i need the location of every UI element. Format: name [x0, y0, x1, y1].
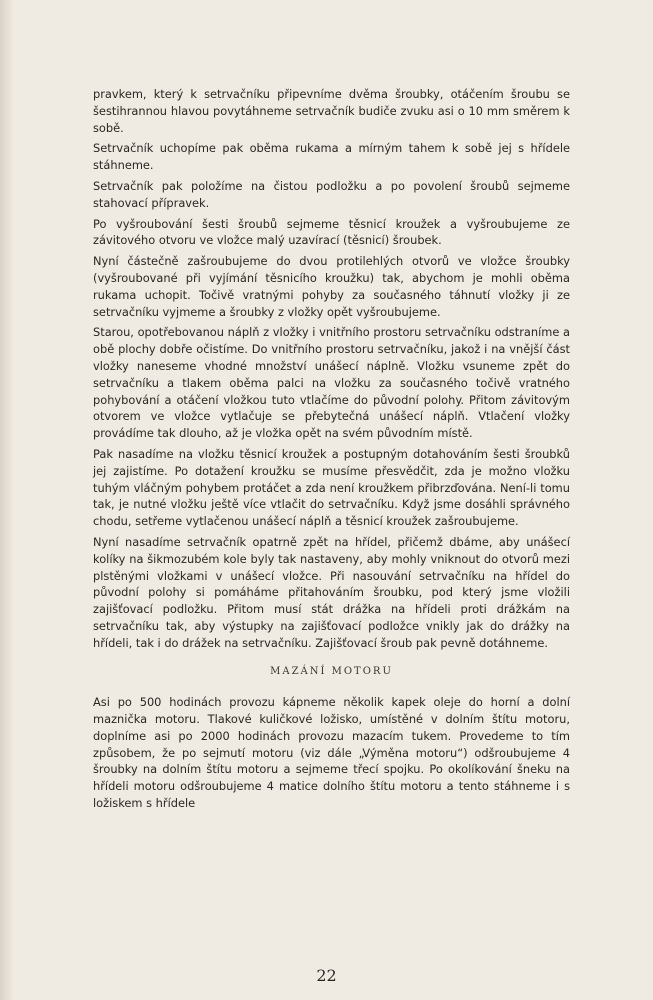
paragraph: Setrvačník pak položíme na čistou podložku a po povolení šroubů sejmeme stahovací přípravek.: [93, 178, 570, 210]
paragraph: Pak nasadíme na vložku těsnicí kroužek a postupným dotahováním šesti šroubků jej zajistíme. Po dotažení kroužku se musíme přesvědčit, zda je možno vložku tuhým vláčným pohybem protáčet a zda není kroužkem přibrzďována. Není-li tomu tak, je nutné vložku ještě více vtlačit do setrvačníku. Když jsme dosáhli správného chodu, setřeme vytlačenou unášecí náplň a těsnicí kroužek zašroubujeme.: [93, 446, 570, 529]
page-number: 22: [316, 966, 337, 985]
section-heading: MAZÁNÍ MOTORU: [270, 665, 393, 677]
paragraph: Asi po 500 hodinách provozu kápneme několik kapek oleje do horní a dolní maznička motoru. Tlakové kuličkové ložisko, umístěné v dolním štítu motoru, doplníme asi po 2000 hodinách provozu mazacím tukem. Provedeme to tím způsobem, že po sejmutí motoru (viz dále „Výměna motoru“) odšroubujeme 4 šroubky na dolním štítu motoru a sejmeme třecí spojku. Po okolíkování šneku na hřídeli motoru odšroubujeme 4 matice dolního štítu motoru a tento stáhneme i s ložiskem s hřídele: [93, 695, 570, 811]
page-edge-shadow: [0, 0, 14, 1000]
paragraph: pravkem, který k setrvačníku připevníme dvěma šroubky, otáčením šroubu se šestihrannou hlavou povytáhneme setrvačník budiče zvuku asi o 10 mm směrem k sobě.: [93, 87, 570, 135]
body-text: [93, 86, 570, 816]
paragraph: Po vyšroubování šesti šroubů sejmeme těsnicí kroužek a vyšroubujeme ze závitového otvoru ve vložce malý uzavírací (těsnicí) šroubek.: [93, 216, 570, 248]
paragraph: Nyní nasadíme setrvačník opatrně zpět na hřídel, přičemž dbáme, aby unášecí kolíky na šikmozubém kole byly tak nastaveny, aby mohly vniknout do otvorů mezi plstěnými vložkami v unášecí vložce. Při nasouvání setrvačníku na hřídel do původní polohy si pomáháme přitahováním šroubku, pod který jsme vložili zajišťovací podložku. Přitom musí stát drážka na hřídeli proti drážkám na setrvačníku tak, aby výstupky na zajišťovací podložce vnikly jak do drážky na hřídeli, tak i do drážek na setrvačníku. Zajišťovací šroub pak pevně dotáhneme.: [93, 534, 570, 650]
paragraph: Nyní částečně zašroubujeme do dvou protilehlých otvorů ve vložce šroubky (vyšroubované při vyjímání těsnicího kroužku) tak, abychom je mohli oběma rukama uchopit. Točivě vratnými pohyby za současného táhnutí vložky ji ze setrvačníku vyjmeme a šroubky z vložky opět vyšroubujeme.: [93, 254, 570, 319]
paragraph: Setrvačník uchopíme pak oběma rukama a mírným tahem k sobě jej s hřídele stáhneme.: [93, 141, 570, 173]
paragraph: Starou, opotřebovanou náplň z vložky i vnitřního prostoru setrvačníku odstraníme a obě plochy dobře očistíme. Do vnitřního prostoru setrvačníku, jakož i na vnější část vložky naneseme vhodné množství unášecí náplně. Vložku vsuneme zpět do setrvačníku a tlakem oběma palci na vložku za současného točivě vratného pohybování a otáčení vložkou tuto vtlačíme do původní polohy. Přitom závitovým otvorem ve vložce vytlačuje se přebytečná unášecí náplň. Vtlačení vložky provádíme tak dlouho, až je vložka opět na svém původním místě.: [93, 325, 570, 441]
